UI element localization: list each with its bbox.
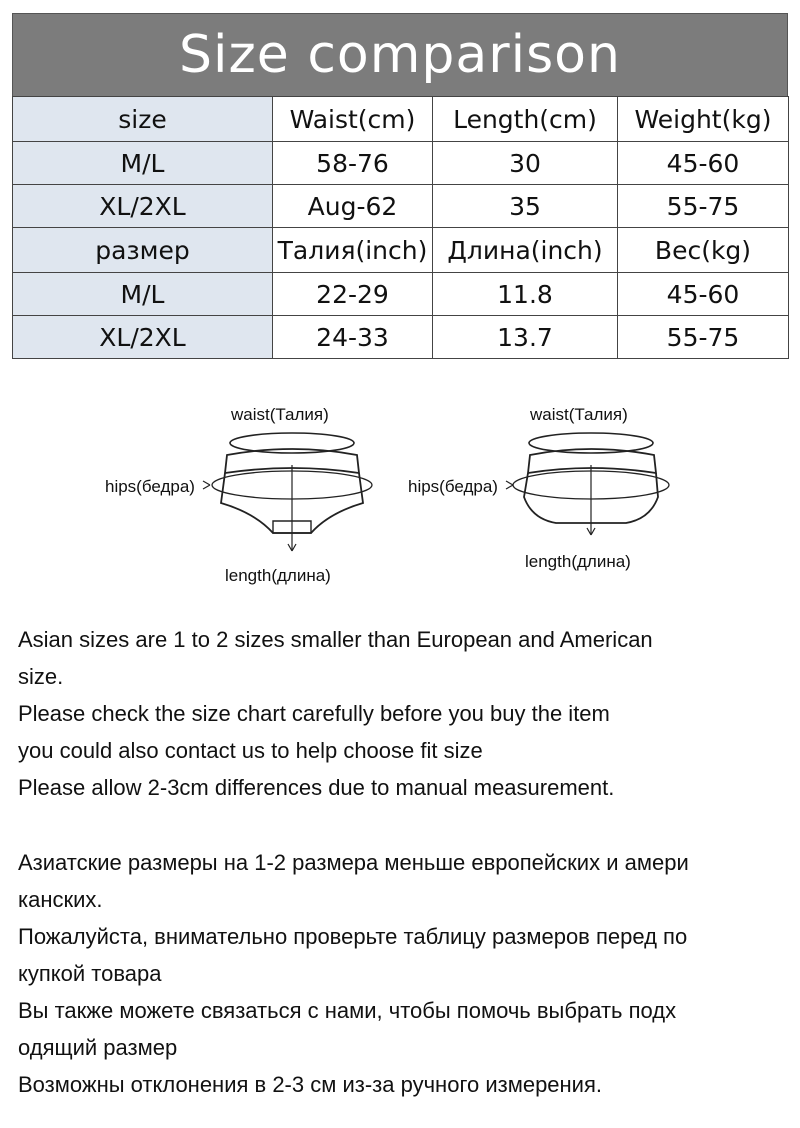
table-cell: Длина(inch): [433, 228, 618, 273]
table-cell: Вес(kg): [618, 228, 789, 273]
table-header-row-cm: [13, 97, 789, 142]
table-header-row-inch: [13, 228, 789, 273]
table-cell: Aug-62: [273, 185, 433, 228]
note-line: Азиатские размеры на 1-2 размера меньше европейских и амери: [18, 850, 689, 875]
length-label: length(длина): [225, 566, 331, 585]
table-row: [13, 185, 789, 228]
table-cell: размер: [13, 228, 273, 273]
table-cell: M/L: [13, 273, 273, 316]
note-line: Вы также можете связаться с нами, чтобы помочь выбрать подх: [18, 998, 677, 1023]
table-cell: 45-60: [618, 142, 789, 185]
table-cell: size: [13, 97, 273, 142]
length-label: length(длина): [525, 552, 631, 571]
notes-russian: [18, 844, 788, 1103]
note-line: size.: [18, 664, 64, 689]
waist-label: waist(Талия): [231, 405, 329, 424]
table-cell: 35: [433, 185, 618, 228]
hips-label: hips(бедра): [105, 477, 195, 496]
table-cell: 11.8: [433, 273, 618, 316]
table-cell: Weight(kg): [618, 97, 789, 142]
table-cell: XL/2XL: [13, 185, 273, 228]
table-cell: XL/2XL: [13, 316, 273, 359]
note-line: канских.: [18, 887, 103, 912]
waist-label: waist(Талия): [530, 405, 628, 424]
table-cell: 30: [433, 142, 618, 185]
note-line: Please check the size chart carefully before you buy the item: [18, 701, 610, 726]
table-cell: 58-76: [273, 142, 433, 185]
table-cell: 22-29: [273, 273, 433, 316]
table-cell: 55-75: [618, 316, 789, 359]
note-line: Asian sizes are 1 to 2 sizes smaller than European and American: [18, 627, 653, 652]
table-cell: 45-60: [618, 273, 789, 316]
note-line: одящий размер: [18, 1035, 178, 1060]
note-line: Please allow 2-3cm differences due to manual measurement.: [18, 775, 615, 800]
table-cell: 24-33: [273, 316, 433, 359]
boxer-diagram: [408, 385, 798, 600]
page-title: Size comparison: [12, 13, 788, 97]
table-cell: 55-75: [618, 185, 789, 228]
note-line: you could also contact us to help choose fit size: [18, 738, 483, 763]
table-row: [13, 142, 789, 185]
table-cell: 13.7: [433, 316, 618, 359]
hips-label: hips(бедра): [408, 477, 498, 496]
note-line: Возможны отклонения в 2-3 см из-за ручного измерения.: [18, 1072, 602, 1097]
table-cell: M/L: [13, 142, 273, 185]
size-table: [12, 96, 789, 359]
note-line: купкой товара: [18, 961, 162, 986]
table-row: [13, 316, 789, 359]
table-row: [13, 273, 789, 316]
table-cell: Waist(cm): [273, 97, 433, 142]
note-line: Пожалуйста, внимательно проверьте таблицу размеров перед по: [18, 924, 688, 949]
notes-english: [18, 621, 788, 806]
table-cell: Талия(inch): [273, 228, 433, 273]
table-cell: Length(cm): [433, 97, 618, 142]
